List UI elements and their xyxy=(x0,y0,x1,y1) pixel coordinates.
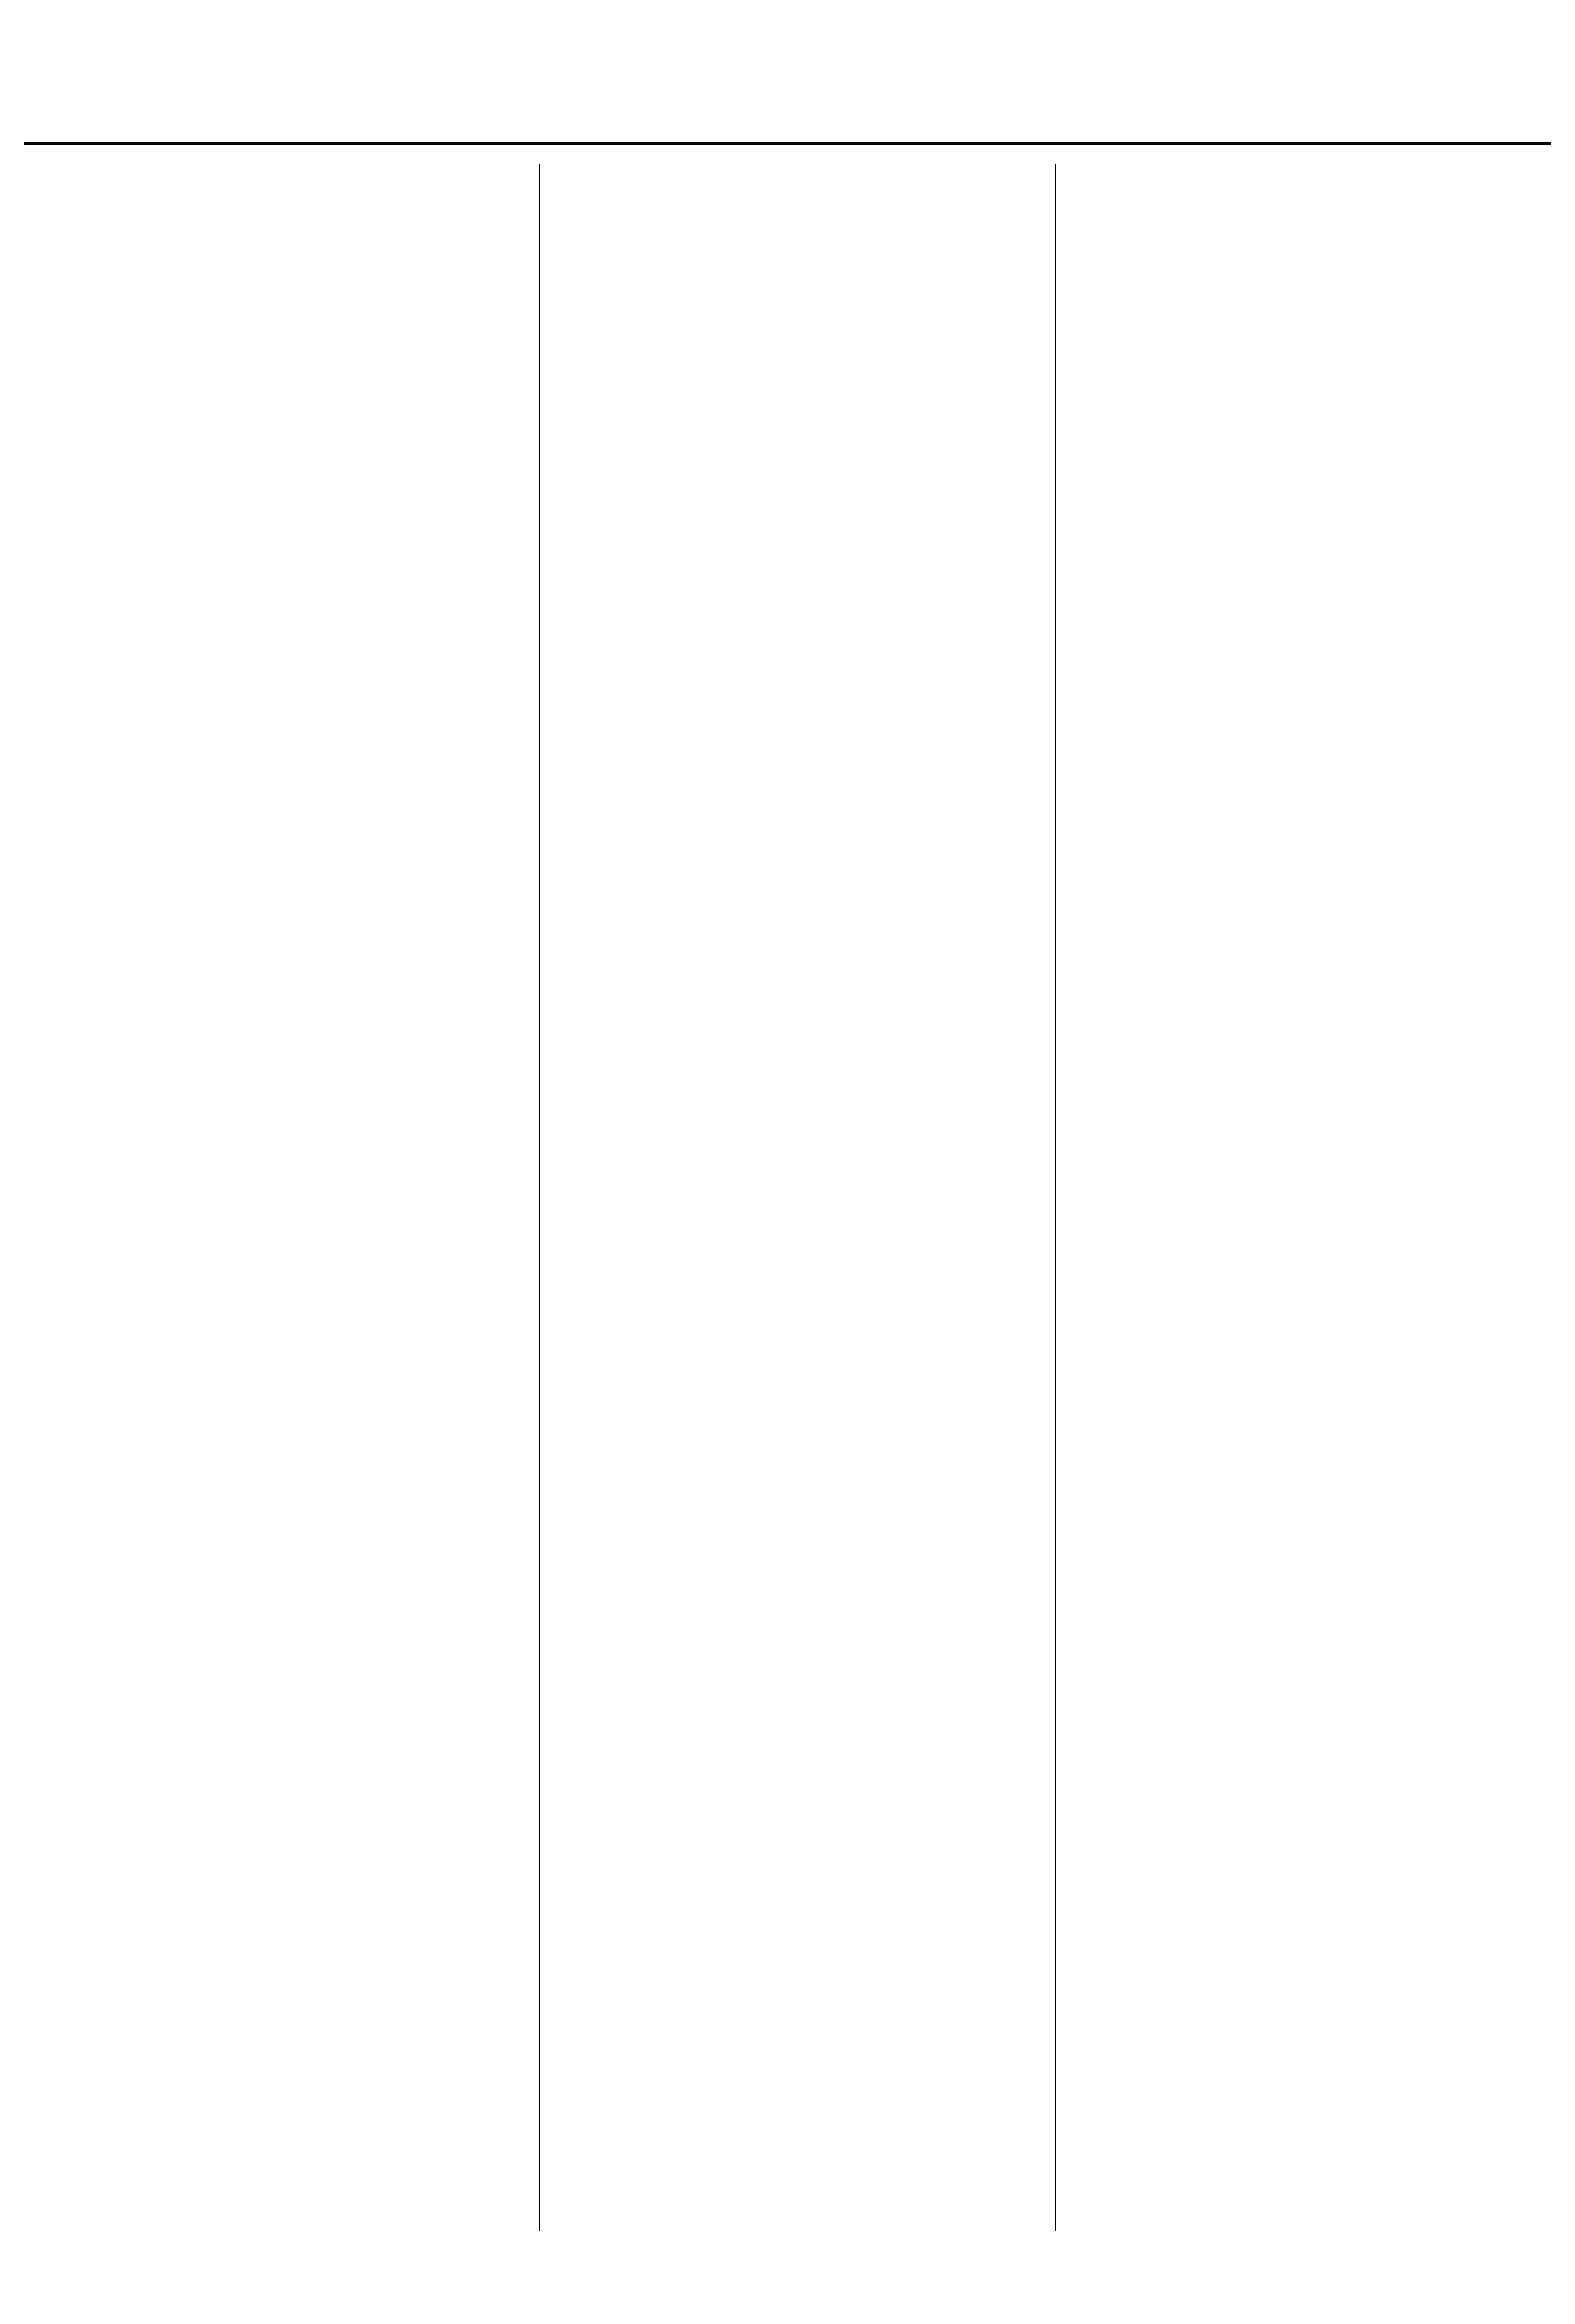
masthead xyxy=(24,24,1551,145)
column-center xyxy=(539,164,1036,2231)
columns xyxy=(24,164,1551,2231)
column-right xyxy=(1055,164,1551,2231)
column-left xyxy=(24,164,520,2231)
